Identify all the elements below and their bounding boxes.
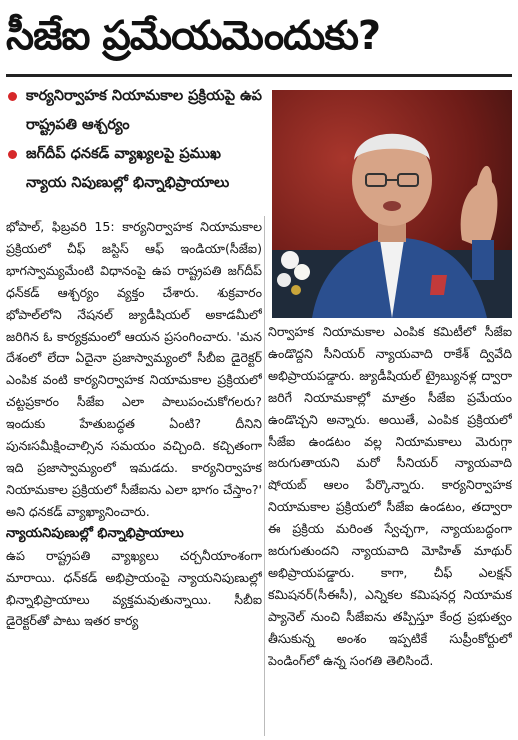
article-paragraph: నిర్వాహక నియామకాల ఎంపిక కమిటీలో సీజేఐ ఉండొద్దని సీనియర్ న్యాయవాది రాకేశ్ ద్వివేది అభిప్రాయపడ్డారు. జ్యుడీషియల్ ట్రైబ్యునళ్ల ద్వారా జరిగే నియామకాల్లో మాత్రం సీజేఐ ప్రమేయం ఉండొచ్చని అన్నారు. అయితే, ఎంపిక ప్రక్రియలో సీజేఐ ఉండటం వల్ల నియామకాలు మెరుగ్గా జరుగుతాయని మరో సీనియర్ న్యాయవాది షోయబ్ ఆలం పేర్కొన్నారు. కార్యనిర్వాహక నియామకాల ప్రక్రియలో సీజేఐ ఉండటం, తద్వారా ఈ ప్రక్రియ మరింత స్వేచ్ఛగా, న్యాయబద్ధంగా జరుగుతుందని న్యాయవాది మోహిత్ మాథుర్ అభిప్రాయపడ్డారు. కాగా, చీఫ్ ఎలక్షన్ కమిషనర్(సీఈసీ), ఎన్నికల కమిషనర్ల నియామక ప్యానెల్ నుంచి సీజేఐను తప్పిస్తూ కేంద్ర ప్రభుత్వం తీసుకున్న అంశం ఇప్పటికే సుప్రీంకోర్టులో పెండింగ్‌లో ఉన్న సంగతి తెలిసిందే. <box>268 324 512 668</box>
bullet-text: కార్యనిర్వాహక నియామకాల ప్రక్రియపై ఉప రాష్ట్రపతి ఆశ్చర్యం <box>26 88 262 133</box>
bullet-list <box>6 82 264 210</box>
bullet-item <box>6 82 264 140</box>
bullet-item <box>6 140 264 198</box>
article-left-column <box>6 216 262 736</box>
article-subheading: న్యాయనిపుణుల్లో భిన్నాభిప్రాయాలు <box>6 525 184 541</box>
bullet-text: జగ్‌దీప్ ధనకడ్ వ్యాఖ్యలపై ప్రముఖ న్యాయ నిపుణుల్లో భిన్నాభిప్రాయాలు <box>26 146 230 191</box>
headline-rule <box>6 74 512 77</box>
column-divider <box>264 216 265 736</box>
article-right-column <box>268 321 512 736</box>
bullet-dot-icon <box>8 92 17 101</box>
article-paragraph: భోపాల్, ఫిబ్రవరి 15: కార్యనిర్వాహక నియామకాల ప్రక్రియలో చీఫ్ జస్టిస్ ఆఫ్ ఇండియా(సీజేఐ) భాగస్వామ్యమేంటి విధానంపై ఉప రాష్ట్రపతి జగ్‌దీప్ ధన్‌కడ్ ఆశ్చర్యం వ్యక్తం చేశారు. శుక్రవారం భోపాల్‌లోని నేషనల్ జ్యుడీషియల్ అకాడమీలో జరిగిన ఓ కార్యక్రమంలో ఆయన ప్రసంగించారు. 'మన దేశంలో లేదా ఏదైనా ప్రజాస్వామ్యంలో సీబీఐ డైరెక్టర్ ఎంపిక వంటి కార్యనిర్వాహక నియామకాల ప్రక్రియలో చట్టప్రకారం సీజేఐ ఎలా పాలుపంచుకోగలరు? ఇందుకు హేతుబద్ధత ఏంటి? దీనిని పునఃసమీక్షించాల్సిన సమయం వచ్చింది. కచ్చితంగా ఇది ప్రజాస్వామ్యంలో ఇమడదు. కార్యనిర్వాహక నియామకాల ప్రక్రియలో సీజేఐను ఎలా భాగం చేస్తాం?' అని ధనకడ్ వ్యాఖ్యానించారు. <box>6 219 262 519</box>
speaker-photo-graphic <box>272 90 512 318</box>
bullet-dot-icon <box>8 150 17 159</box>
headline: సీజేఐ ప్రమేయమెందుకు? <box>6 13 381 59</box>
article-paragraph: ఉప రాష్ట్రపతి వ్యాఖ్యలు చర్చనీయాంశంగా మారాయి. ధన్‌కడ్ అభిప్రాయంపై న్యాయనిపుణుల్లో భిన్నాభిప్రాయాలు వ్యక్తమవుతున్నాయి. సీబీఐ డైరెక్టర్‌తో పాటు ఇతర కార్య <box>6 547 262 629</box>
speaker-photo <box>272 90 512 318</box>
